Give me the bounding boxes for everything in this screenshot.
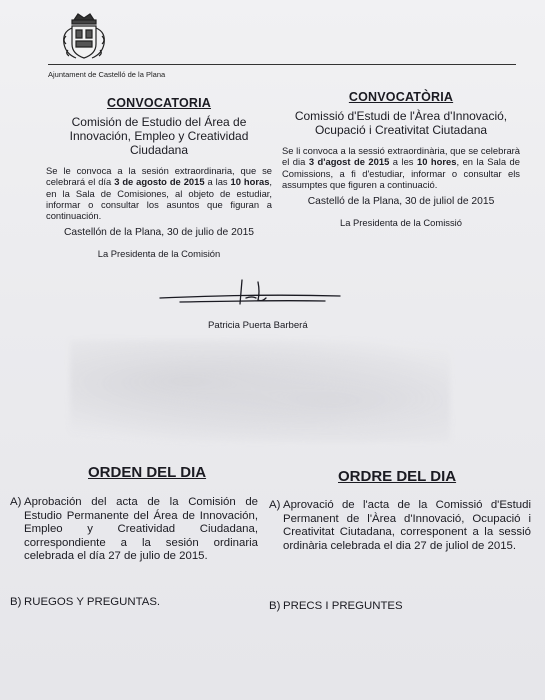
agenda-item: B) PRECS I PREGUNTES — [269, 600, 403, 612]
signatory-name: Patricia Puerta Barberá — [208, 320, 308, 331]
committee-name: Comisión de Estudio del Área de Innovación, Empleo y Creatividad Ciudadana — [69, 115, 249, 157]
notice-spanish — [46, 96, 272, 259]
notice-body: Se li convoca a la sessió extraordinària, que se celebrarà el dia 3 d'agost de 2015 a les 10 hores, en la Sala de Comissions, a fi d'estudiar, informar o consultar els assumptes que figuren a continuació. — [282, 145, 520, 190]
agenda-item: A) Aprovació de l'acta de la Comissió d'Estudi Permanent de l'Àrea d'Innovació, Ocupació i Creativitat Ciutadana, corresponent a la sessió ordinària celebrada el dia 27 de juliol de 2015. — [269, 499, 531, 552]
agenda-item: B) RUEGOS Y PREGUNTAS. — [10, 596, 161, 608]
header-rule — [48, 64, 516, 65]
city-coat-of-arms-logo — [58, 10, 110, 64]
handwritten-signature — [150, 274, 350, 314]
department-name: Ajuntament de Castelló de la Plana — [48, 70, 166, 79]
agenda-title-catalan: ORDRE DEL DIA — [338, 468, 457, 485]
committee-name: Comissió d'Estudi de l'Àrea d'Innovació, Ocupació i Creativitat Ciutadana — [294, 109, 508, 137]
redacted-area — [70, 340, 450, 442]
notice-title: CONVOCATORIA — [106, 96, 212, 110]
signatory-role: La Presidenta de la Comissió — [340, 217, 462, 229]
place-date: Castellón de la Plana, 30 de julio de 2015 — [63, 227, 255, 239]
notice-body: Se le convoca a la sesión extraordinaria, que se celebrará el día 3 de agosto de 2015 a las 10 horas, en la Sala de Comisiones, al objeto de estudiar, informar o consultar los asuntos que figuran a continuación. — [46, 165, 273, 222]
notice-catalan — [282, 90, 520, 228]
agenda-item: A) Aprobación del acta de la Comisión de Estudio Permanente del Área de Innovación, Empleo y Creatividad Ciudadana, correspondiente a la sesión ordinaria celebrada el día 27 de julio de 2015. — [10, 496, 258, 563]
agenda-title-spanish: ORDEN DEL DIA — [88, 464, 207, 481]
notice-title: CONVOCATÒRIA — [348, 90, 454, 104]
signatory-role: La Presidenta de la Comisión — [97, 248, 221, 260]
place-date: Castelló de la Plana, 30 de juliol de 2015 — [307, 196, 495, 208]
